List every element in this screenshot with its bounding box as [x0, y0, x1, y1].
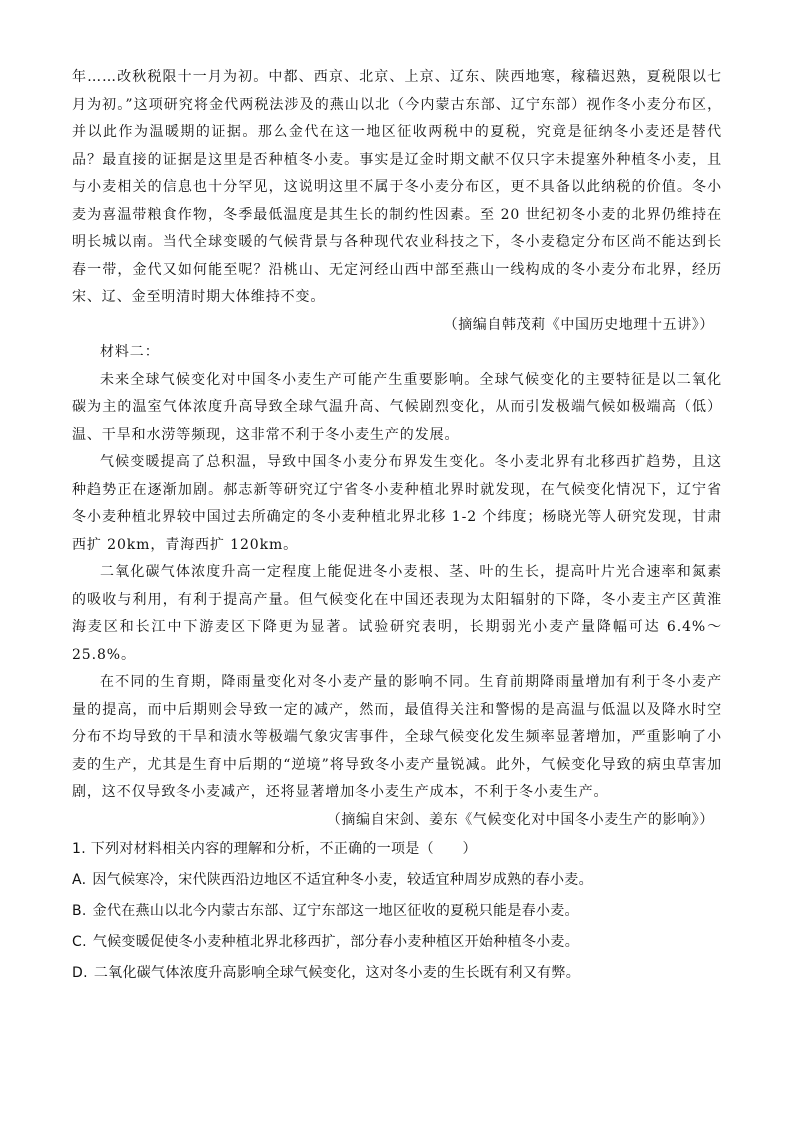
option-letter: B. [72, 903, 87, 919]
document-page [72, 64, 722, 989]
question-1 [72, 834, 722, 989]
material2-paragraph-3: 二氧化碳气体浓度升高一定程度上能促进冬小麦根、茎、叶的生长，提高叶片光合速率和氮素的吸收与利用，有利于提高产量。但气候变化在中国还表现为太阳辐射的下降，冬小麦主产区黄淮海麦区和长江中下游麦区下降更为显著。试验研究表明，长期弱光小麦产量降幅可达 6.4%～25.8%。 [72, 564, 722, 663]
option-text: 金代在燕山以北今内蒙古东部、辽宁东部这一地区征收的夏税只能是春小麦。 [92, 903, 579, 919]
material1-source-citation: （摘编自韩茂莉《中国历史地理十五讲》） [443, 316, 714, 333]
material2-paragraph-1: 未来全球气候变化对中国冬小麦生产可能产生重要影响。全球气候变化的主要特征是以二氧化碳为主的温室气体浓度升高导致全球气温升高、气候剧烈变化，从而引发极端气候如极端高（低）温、干旱和水涝等频现，这非常不利于冬小麦生产的发展。 [72, 371, 722, 443]
material2-label: 材料二： [100, 344, 160, 360]
option-letter: D. [72, 965, 88, 981]
option-letter: C. [72, 934, 87, 950]
material2-paragraph-4: 在不同的生育期，降雨量变化对冬小麦产量的影响不同。生育前期降雨量增加有利于冬小麦产量的提高，而中后期则会导致一定的减产，然而，最值得关注和警惕的是高温与低温以及降水时空分布不均导致的干旱和渍水等极端气象灾害事件，全球气候变化发生频率显著增加，严重影响了小麦的生产，尤其是生育中后期的“逆境”将导致冬小麦产量锐减。此外，气候变化导致的病虫草害加剧，这不仅导致冬小麦减产，还将显著增加冬小麦生产成本，不利于冬小麦生产。 [72, 674, 722, 800]
material1-continuation-paragraph: 年……改秋税限十一月为初。中都、西京、北京、上京、辽东、陕西地寒，稼穑迟熟，夏税限以七月为初。”这项研究将金代两税法涉及的燕山以北（今内蒙古东部、辽宁东部）视作冬小麦分布区，并以此作为温暖期的证据。那么金代在这一地区征收两税中的夏税，究竟是征纳冬小麦还是替代品？最直接的证据是这里是否种植冬小麦。事实是辽金时期文献不仅只字未提塞外种植冬小麦，且与小麦相关的信息也十分罕见，这说明这里不属于冬小麦分布区，更不具备以此纳税的价值。冬小麦为喜温带粮食作物，冬季最低温度是其生长的制约性因素。至 20 世纪初冬小麦的北界仍维持在明长城以南。当代全球变暖的气候背景与各种现代农业科技之下，冬小麦稳定分布区尚不能达到长春一带，金代又如何能至呢？沿桃山、无定河经山西中部至燕山一线构成的冬小麦分布北界，经历宋、辽、金至明清时期大体维持不变。 [72, 69, 722, 305]
option-b[interactable] [72, 896, 722, 927]
option-text: 因气候寒冷，宋代陕西沿边地区不适宜种冬小麦，较适宜种周岁成熟的春小麦。 [92, 872, 593, 888]
option-letter: A. [72, 872, 87, 888]
option-text: 二氧化碳气体浓度升高影响全球气候变化，这对冬小麦的生长既有利又有弊。 [93, 965, 581, 981]
option-text: 气候变暖促使冬小麦种植北界北移西扩，部分春小麦种植区开始种植冬小麦。 [92, 934, 580, 950]
material2-source-citation: （摘编自宋剑、姜东《气候变化对中国冬小麦生产的影响》） [326, 811, 714, 828]
option-c[interactable] [72, 927, 722, 958]
material2-paragraph-2: 气候变暖提高了总积温，导致中国冬小麦分布界发生变化。冬小麦北界有北移西扩趋势，且这种趋势正在逐渐加剧。郝志新等研究辽宁省冬小麦种植北界时就发现，在气候变化情况下，辽宁省冬小麦种植北界较中国过去所确定的冬小麦种植北界北移 1-2 个纬度；杨晓光等人研究发现，甘肃西扩 20km，青海西扩 120km。 [72, 454, 722, 553]
question-stem: 1. 下列对材料相关内容的理解和分析，不正确的一项是（ ） [72, 841, 477, 857]
option-d[interactable] [72, 958, 722, 989]
option-a[interactable] [72, 865, 722, 896]
